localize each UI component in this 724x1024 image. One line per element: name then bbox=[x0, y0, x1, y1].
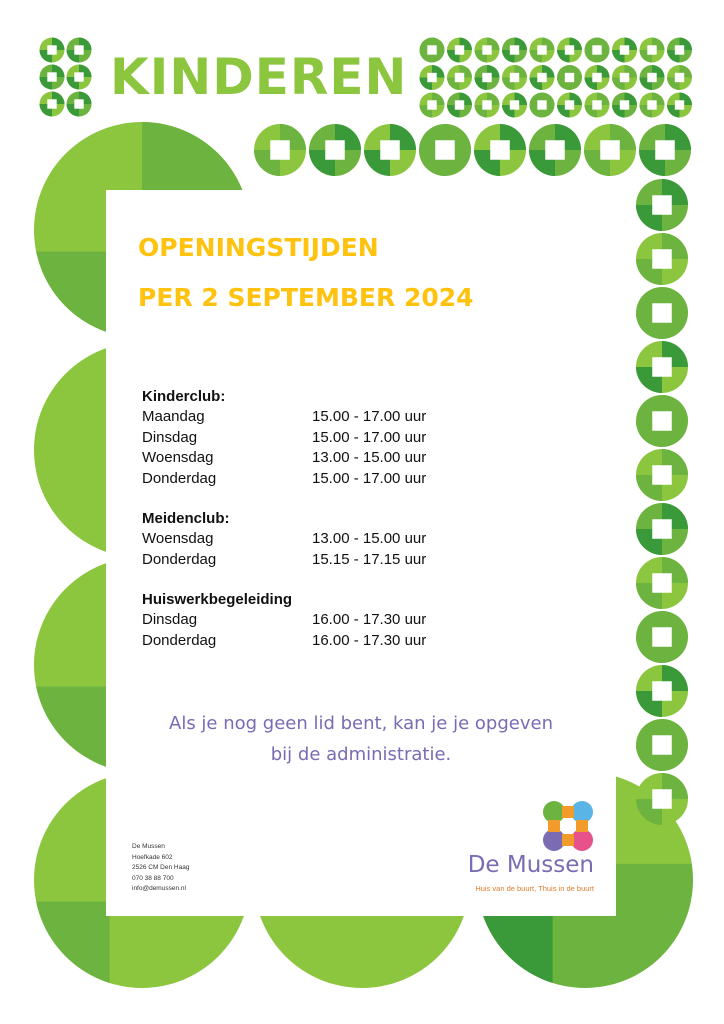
brand-name: De Mussen bbox=[467, 852, 594, 878]
schedule-row bbox=[142, 428, 482, 449]
signup-note-line: bij de administratie. bbox=[270, 744, 452, 765]
day: Donderdag bbox=[142, 550, 217, 568]
time: 15.00 - 17.00 uur bbox=[312, 469, 427, 487]
day: Maandag bbox=[142, 408, 205, 425]
schedule-row bbox=[142, 407, 482, 428]
schedule-row bbox=[142, 550, 482, 571]
time: 16.00 - 17.30 uur bbox=[312, 631, 427, 649]
day: Woensdag bbox=[142, 530, 214, 547]
group-title: Kinderclub: bbox=[142, 388, 226, 405]
schedule-group-kinderclub bbox=[142, 387, 482, 489]
group-title: Huiswerkbegeleiding bbox=[142, 591, 293, 608]
schedule-row bbox=[142, 469, 482, 490]
schedule-group-meidenclub bbox=[142, 509, 482, 570]
time: 13.00 - 15.00 uur bbox=[312, 530, 427, 547]
schedule-card bbox=[106, 190, 616, 916]
address-line: 070 38 88 700 bbox=[132, 874, 174, 882]
schedule-group-huiswerkbegeleiding bbox=[142, 590, 482, 651]
brand-tagline: Huis van de buurt, Thuis in de buurt bbox=[475, 884, 594, 893]
address-line: info@demussen.nl bbox=[132, 885, 186, 892]
day: Dinsdag bbox=[142, 428, 198, 446]
schedule-subtitle: PER 2 SEPTEMBER 2024 bbox=[138, 283, 474, 312]
day: Donderdag bbox=[142, 631, 217, 649]
address-block bbox=[132, 842, 189, 895]
schedule-title: OPENINGSTIJDEN bbox=[138, 233, 379, 262]
page-title: KINDEREN bbox=[110, 48, 408, 106]
day: Donderdag bbox=[142, 469, 217, 487]
signup-note-line: Als je nog geen lid bent, kan je je opgeven bbox=[169, 713, 553, 734]
address-line: Hoefkade 602 bbox=[132, 853, 173, 861]
schedule bbox=[142, 387, 482, 671]
group-title: Meidenclub: bbox=[142, 510, 230, 527]
schedule-row bbox=[142, 610, 482, 631]
schedule-row bbox=[142, 529, 482, 550]
address-line: De Mussen bbox=[132, 843, 165, 850]
address-line: 2526 CM Den Haag bbox=[132, 864, 190, 871]
time: 16.00 - 17.30 uur bbox=[312, 611, 427, 628]
schedule-row bbox=[142, 448, 482, 469]
time: 15.00 - 17.00 uur bbox=[312, 408, 427, 425]
day: Woensdag bbox=[142, 449, 214, 466]
time: 13.00 - 15.00 uur bbox=[312, 449, 427, 466]
de-mussen-logo-icon bbox=[540, 798, 596, 854]
schedule-row bbox=[142, 631, 482, 652]
day: Dinsdag bbox=[142, 611, 198, 628]
time: 15.15 - 17.15 uur bbox=[312, 550, 427, 568]
signup-note bbox=[106, 708, 616, 770]
time: 15.00 - 17.00 uur bbox=[312, 428, 427, 446]
